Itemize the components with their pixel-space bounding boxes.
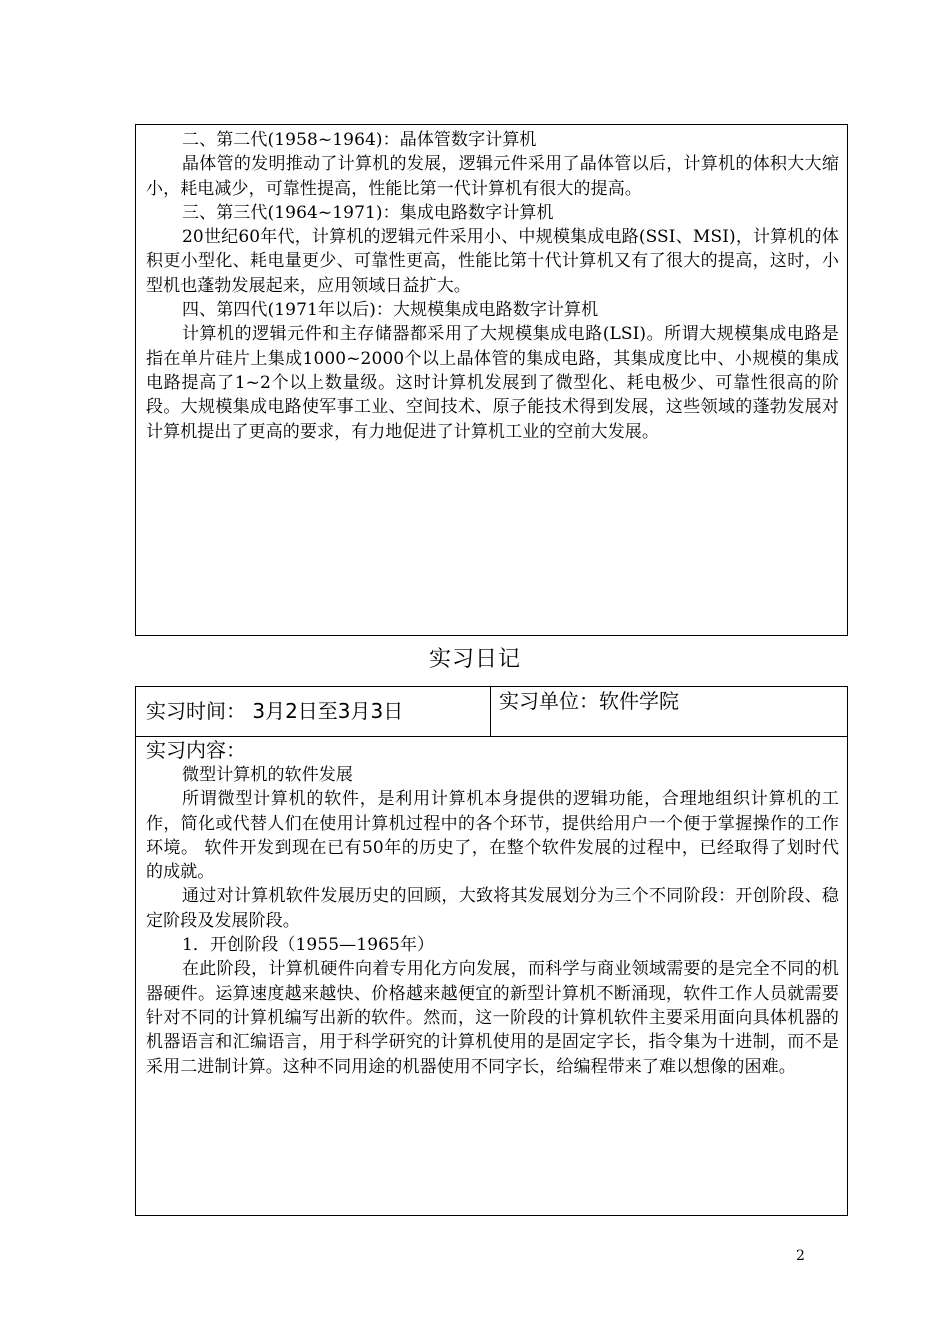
diary-table [135,686,848,1216]
paragraph-second-generation: 晶体管的发明推动了计算机的发展，逻辑元件采用了晶体管以后，计算机的体积大大缩小，耗电减少，可靠性提高，性能比第一代计算机有很大的提高。 [146,154,839,199]
heading-third-generation: 三、第三代(1964~1971)：集成电路数字计算机 [182,202,554,223]
history-text-box [135,124,848,636]
content-heading-stage-one: 1．开创阶段（1955—1965年） [182,935,435,956]
internship-time-cell: 实习时间： 3月2日至3月3日 [136,687,491,736]
diary-header-row [136,687,847,737]
diary-title: 实习日记 [428,647,521,672]
content-subject: 微型计算机的软件发展 [182,765,353,785]
content-paragraph-stage-one: 在此阶段，计算机硬件向着专用化方向发展，而科学与商业领域需要的是完全不同的机器硬件。运算速度越来越快、价格越来越便宜的新型计算机不断涌现，软件工作人员就需要针对不同的计算机编写出新的软件。然而，这一阶段的计算机软件主要采用面向具体机器的机器语言和汇编语言，用于科学研究的计算机使用的是固定字长，指令集为十进制，而不是采用二进制计算。这种不同用途的机器使用不同字长，给编程带来了难以想像的困难。 [146,959,839,1077]
content-paragraph-stages: 通过对计算机软件发展历史的回顾，大致将其发展划分为三个不同阶段：开创阶段、稳定阶段及发展阶段。 [146,886,839,931]
heading-fourth-generation: 四、第四代(1971年以后)：大规模集成电路数字计算机 [182,300,599,321]
internship-unit-cell: 实习单位：软件学院 [499,689,679,713]
paragraph-third-generation: 20世纪60年代，计算机的逻辑元件采用小、中规模集成电路(SSI、MSI)，计算机的体积更小型化、耗电量更少、可靠性更高，性能比第十代计算机又有了很大的提高，这时，小型机也蓬勃发展起来，应用领域日益扩大。 [146,227,839,296]
heading-second-generation: 二、第二代(1958~1964)：晶体管数字计算机 [182,130,537,150]
content-paragraph-definition: 所谓微型计算机的软件，是利用计算机本身提供的逻辑功能，合理地组织计算机的工作，简化或代替人们在使用计算机过程中的各个环节，提供给用户一个便于掌握操作的工作环境。 软件开发到现在已有50年的历史了，在整个软件发展的过程中，已经取得了划时代的成就。 [146,789,839,883]
internship-content-label: 实习内容： [146,738,246,762]
internship-content-area [136,737,847,1079]
page-number: 2 [796,1248,805,1264]
paragraph-fourth-generation: 计算机的逻辑元件和主存储器都采用了大规模集成电路(LSI)。所谓大规模集成电路是指在单片硅片上集成1000~2000个以上晶体管的集成电路，其集成度比中、小规模的集成电路提高了1~2个以上数量级。这时计算机发展到了微型化、耗电极少、可靠性很高的阶段。大规模集成电路使军事工业、空间技术、原子能技术得到发展，这些领域的蓬勃发展对计算机提出了更高的要求，有力地促进了计算机工业的空前大发展。 [146,324,839,442]
